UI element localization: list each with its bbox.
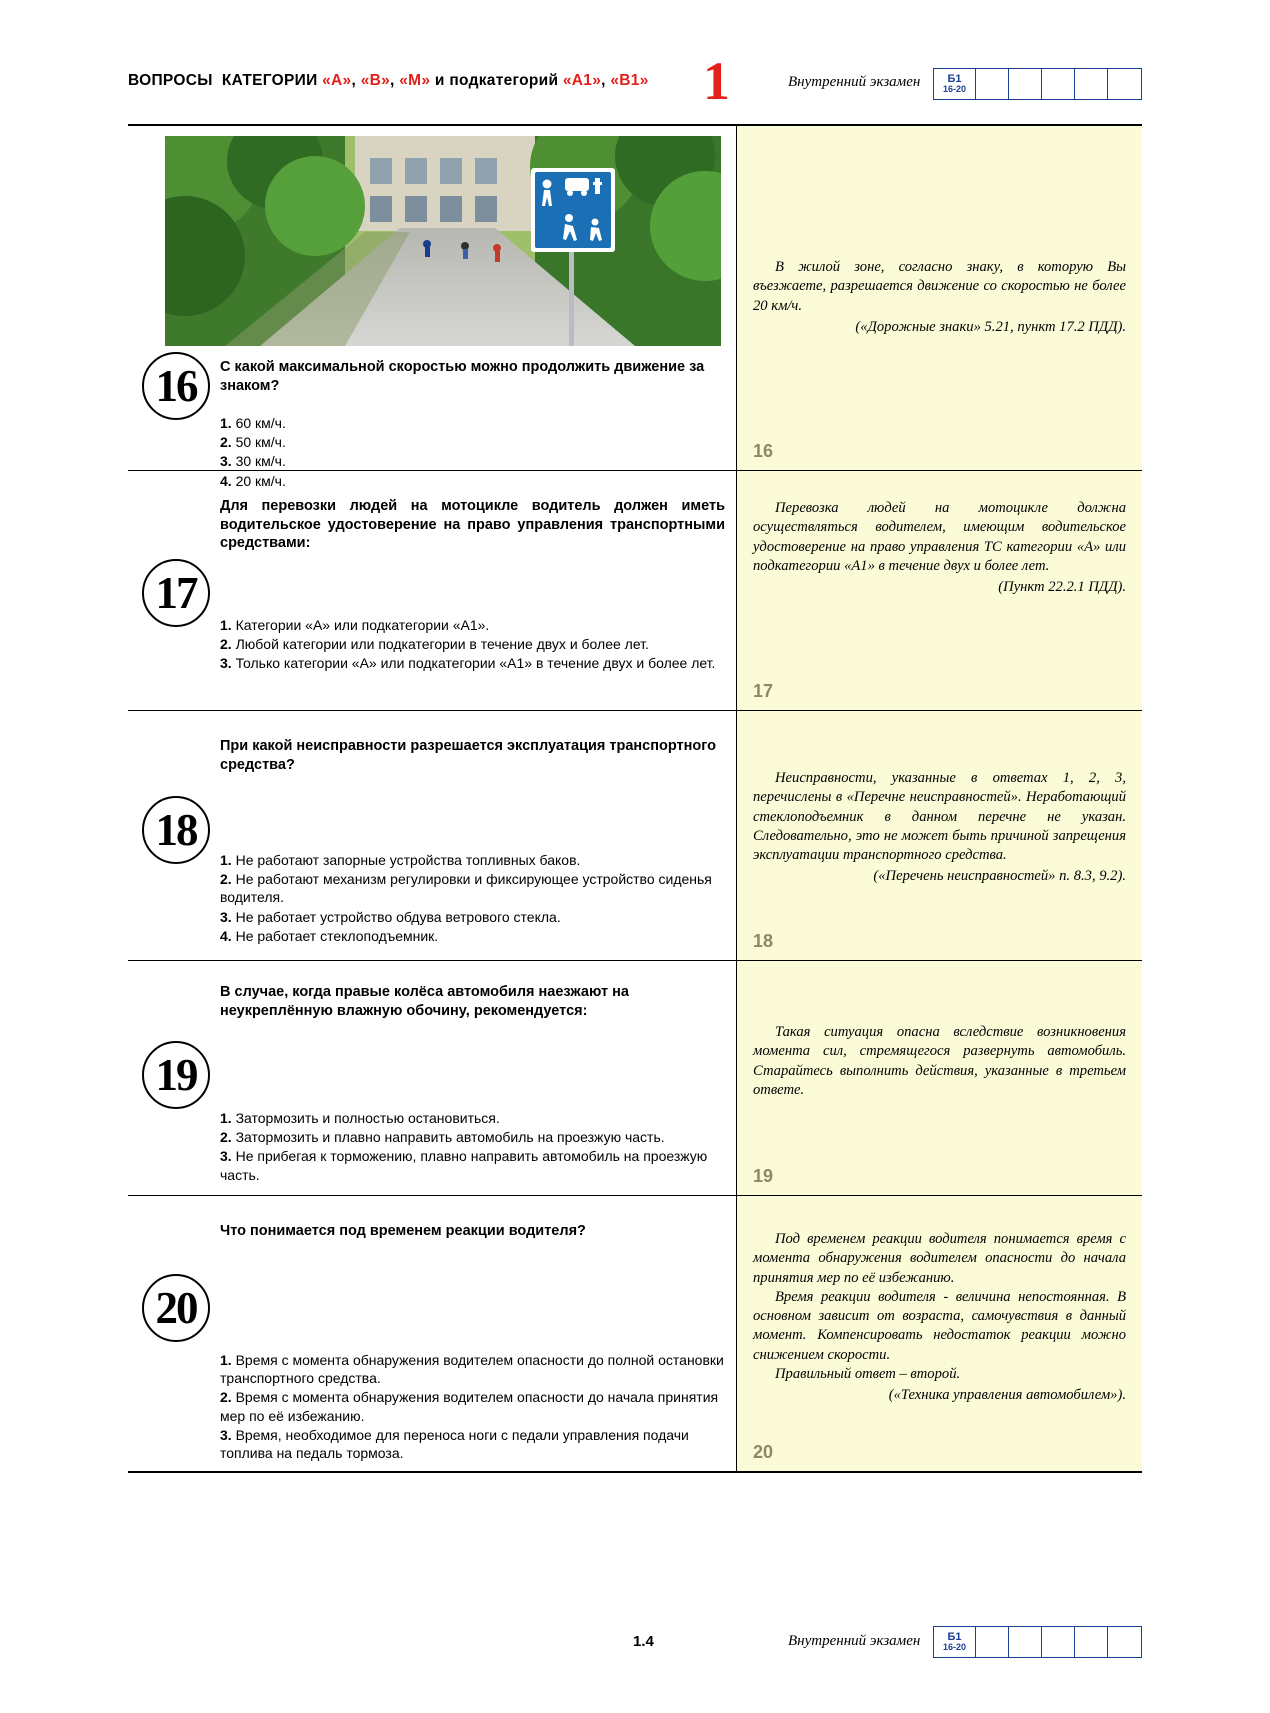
answer-text: Время, необходимое для переноса ноги с педали управления подачи топлива на педаль тормоза. [220, 1426, 689, 1461]
answer-number: 1. [220, 852, 232, 868]
explanation-cell [737, 126, 1142, 470]
question-text: Что понимается под временем реакции водителя? [220, 1223, 586, 1239]
section-number: 1 [703, 51, 730, 111]
question-photo [165, 136, 721, 346]
page-number: 1.4 [633, 1633, 654, 1650]
explanation-paragraph: Правильный ответ – второй. [775, 1365, 961, 1382]
answer-list [220, 616, 725, 674]
explanation-number: 20 [753, 1442, 774, 1462]
question-row [128, 126, 1142, 489]
answer-box[interactable] [1042, 69, 1075, 99]
answer-number: 3. [220, 453, 232, 470]
answer-number: 1. [220, 415, 232, 431]
question-number-badge: 19 [142, 1041, 210, 1109]
answer-option[interactable] [220, 1351, 725, 1387]
question-text: Для перевозки людей на мотоцикле водитель должен иметь водительское удостоверение на право управления транспортными средствами: [220, 498, 725, 552]
question-text: При какой неисправности разрешается эксплуатация транспортного средства? [220, 738, 716, 773]
answer-number: 2. [220, 1129, 232, 1146]
explanation-text [753, 1023, 1126, 1100]
page-footer [128, 1626, 1142, 1658]
question-text: С какой максимальной скоростью можно продолжить движение за знаком? [220, 359, 705, 394]
question-number-badge: 17 [142, 559, 210, 627]
explanation-paragraph: Под временем реакции водителя понимается время с момента обнаружения водителем опасности до начала принятия мер по её избежанию. [753, 1231, 1126, 1286]
answer-number: 3. [220, 1426, 232, 1443]
answer-option[interactable] [220, 616, 725, 634]
answer-option[interactable] [220, 414, 725, 432]
answer-text: Не прибегая к торможению, плавно направить автомобиль на проезжую часть. [220, 1148, 708, 1183]
answer-number: 1. [220, 1110, 232, 1126]
answer-text: Время с момента обнаружения водителем опасности до полной остановки транспортного средства. [220, 1352, 724, 1387]
explanation-cell [737, 711, 1142, 960]
header-badge-line1: Б1 [947, 72, 962, 85]
answer-option[interactable] [220, 851, 725, 869]
header-badge [934, 69, 976, 99]
question-row [128, 1196, 1142, 1471]
question-number-badge: 16 [142, 352, 210, 420]
explanation-paragraph: Перевозка людей на мотоцикле должна осуществляться водителем, имеющим водительское удостоверение на право управления ТС категории «A» или подкатегории «A1» в течение двух и более лет. [753, 500, 1126, 574]
answer-box[interactable] [1075, 69, 1108, 99]
answer-number: 2. [220, 871, 232, 888]
answer-text: Время с момента обнаружения водителем опасности до начала принятия мер по её избежанию. [220, 1389, 719, 1424]
answer-box[interactable] [1042, 1627, 1075, 1657]
question-number-badge: 18 [142, 796, 210, 864]
header-badge-line2: 16-20 [942, 84, 967, 95]
answer-box[interactable] [1075, 1627, 1108, 1657]
explanation-text [753, 258, 1126, 337]
answer-option[interactable] [220, 452, 725, 470]
explanation-reference: («Перечень неисправностей» п. 8.3, 9.2). [873, 868, 1126, 885]
answer-box[interactable] [1009, 69, 1042, 99]
answer-option[interactable] [220, 1147, 725, 1183]
answer-text: 60 км/ч. [235, 415, 286, 431]
answer-box[interactable] [1009, 1627, 1042, 1657]
question-number-badge: 20 [142, 1274, 210, 1342]
page-header [128, 51, 1142, 111]
answer-text: Не работают механизм регулировки и фиксирующее устройство сиденья водителя. [220, 871, 712, 906]
answer-number: 4. [220, 927, 232, 944]
footer-badge-line2: 16-20 [942, 1642, 967, 1653]
question-left-cell [128, 961, 737, 1195]
header-exam-label: Внутренний экзамен [788, 74, 921, 90]
explanation-reference: (Пункт 22.2.1 ПДД). [998, 579, 1126, 595]
answer-option[interactable] [220, 870, 725, 906]
answer-option[interactable] [220, 1426, 725, 1462]
explanation-number: 18 [753, 931, 774, 951]
answer-number: 2. [220, 434, 232, 451]
answer-number: 1. [220, 617, 232, 633]
answer-option[interactable] [220, 654, 725, 672]
answer-text: 30 км/ч. [235, 453, 286, 470]
answer-number: 2. [220, 1389, 232, 1406]
question-left-cell [128, 711, 737, 960]
answer-number: 3. [220, 655, 232, 672]
answer-box[interactable] [1108, 1627, 1141, 1657]
explanation-number: 16 [753, 441, 774, 461]
answer-text: 20 км/ч. [235, 472, 286, 489]
answer-text: Затормозить и полностью остановиться. [235, 1110, 500, 1126]
answer-number: 1. [220, 1352, 232, 1368]
question-left-cell [128, 126, 737, 489]
explanation-paragraph: Такая ситуация опасна вследствие возникновения момента сил, стремящегося развернуть автомобиль. Старайтесь выполнить действия, указанные в третьем ответе. [753, 1024, 1126, 1098]
answer-text: Только категории «A» или подкатегории «A1» в течение двух и более лет. [235, 655, 716, 672]
question-left-cell [128, 1196, 737, 1471]
answer-text: 50 км/ч. [235, 434, 286, 451]
answer-number: 2. [220, 636, 232, 653]
explanation-text [753, 499, 1126, 597]
answer-text: Не работают запорные устройства топливных баков. [235, 852, 581, 868]
explanation-reference: («Техника управления автомобилем»). [888, 1387, 1126, 1403]
answer-text: Любой категории или подкатегории в течение двух и более лет. [235, 636, 649, 653]
answer-text: Категории «A» или подкатегории «A1». [235, 617, 490, 633]
answer-option[interactable] [220, 927, 725, 945]
footer-badge [934, 1627, 976, 1657]
explanation-reference: («Дорожные знаки» 5.21, пункт 17.2 ПДД). [855, 318, 1126, 335]
explanation-cell [737, 1196, 1142, 1471]
question-row [128, 711, 1142, 961]
explanation-number: 17 [753, 681, 774, 701]
residential-zone-road-photo [165, 136, 721, 346]
explanation-text [753, 769, 1126, 887]
explanation-number: 19 [753, 1166, 774, 1186]
answer-text: Не работает стеклоподъемник. [235, 927, 439, 944]
answer-option[interactable] [220, 908, 725, 926]
answer-box[interactable] [976, 1627, 1009, 1657]
footer-answer-boxes [933, 1626, 1142, 1658]
answer-box[interactable] [976, 69, 1009, 99]
answer-option[interactable] [220, 1388, 725, 1424]
answer-option[interactable] [220, 1128, 725, 1146]
footer-badge-line1: Б1 [947, 1630, 962, 1643]
answer-list [220, 1351, 725, 1463]
answer-box[interactable] [1108, 69, 1141, 99]
answer-option[interactable] [220, 433, 725, 451]
answer-number: 4. [220, 472, 232, 489]
answer-number: 3. [220, 908, 232, 925]
explanation-paragraph: Время реакции водителя - величина непостоянная. В основном зависит от возраста, самочувствия в данный момент. Компенсировать недостаток реакции можно снижением скорости. [753, 1288, 1126, 1363]
explanation-paragraph: В жилой зоне, согласно знаку, в которую Вы въезжаете, разрешается движение со скоростью не более 20 км/ч. [753, 259, 1126, 314]
answer-list [220, 1109, 725, 1185]
question-row [128, 471, 1142, 711]
answer-text: Затормозить и плавно направить автомобиль на проезжую часть. [235, 1129, 665, 1146]
questions-table [128, 124, 1142, 1473]
answer-number: 3. [220, 1148, 232, 1165]
explanation-text [753, 1230, 1126, 1405]
header-title: ВОПРОСЫ КАТЕГОРИИ «A», «B», «M» и подкатегорий «A1», «B1» [128, 72, 649, 89]
footer-exam-label: Внутренний экзамен [788, 1633, 921, 1649]
explanation-cell [737, 471, 1142, 710]
question-row [128, 961, 1142, 1196]
answer-text: Не работает устройство обдува ветрового стекла. [235, 908, 561, 925]
header-answer-boxes [933, 68, 1142, 100]
answer-option[interactable] [220, 1109, 725, 1127]
explanation-paragraph: Неисправности, указанные в ответах 1, 2, 3, перечислены в «Перечне неисправностей». Неработающий стеклоподъемник в данном перечне не указан. Следовательно, это не может быть причиной запрещения эксплуатации транспортного средства. [753, 770, 1126, 863]
answer-option[interactable] [220, 635, 725, 653]
answer-list [220, 851, 725, 946]
explanation-cell [737, 961, 1142, 1195]
question-left-cell [128, 471, 737, 710]
question-text: В случае, когда правые колёса автомобиля наезжают на неукреплённую влажную обочину, рекомендуется: [220, 984, 629, 1019]
